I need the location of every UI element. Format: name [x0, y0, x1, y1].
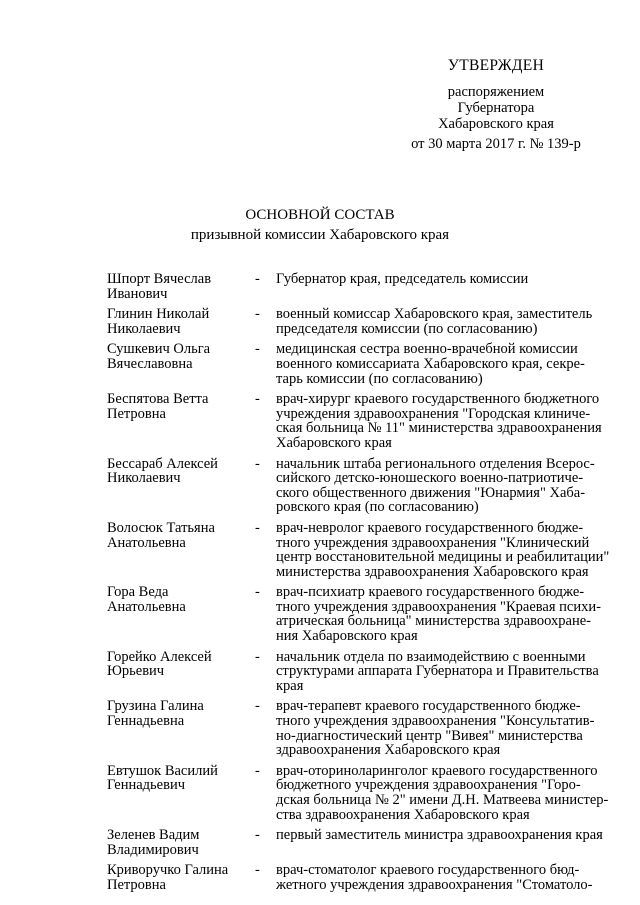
- member-row: [107, 863, 612, 892]
- document-title: ОСНОВНОЙ СОСТАВ: [245, 207, 395, 223]
- member-role: [276, 650, 612, 694]
- member-name-line: Зеленев Вадим: [107, 827, 200, 844]
- member-name-line: Горейко Алексей: [107, 648, 212, 665]
- member-role-line: ния Хабаровского края: [276, 628, 418, 645]
- member-name: [107, 699, 255, 757]
- member-role-line: бюджетного учреждения здравоохранения "Горо-: [276, 777, 581, 794]
- member-role: [276, 307, 612, 336]
- member-row: [107, 764, 612, 822]
- member-row: [107, 828, 612, 857]
- member-dash: -: [255, 391, 260, 408]
- member-name-line: Анатольевна: [107, 534, 186, 551]
- approval-date: от 30 марта 2017 г. № 139-р: [411, 136, 581, 152]
- member-role-line: ского общественного движения "Юнармия" Хаба-: [276, 484, 586, 501]
- member-role-line: края: [276, 677, 304, 694]
- document-subtitle: призывной комиссии Хабаровского края: [190, 227, 450, 243]
- member-row: [107, 457, 612, 515]
- member-name: [107, 650, 255, 694]
- member-role-line: председателя комиссии (по согласованию): [276, 320, 538, 337]
- member-role-line: Губернатор края, председатель комиссии: [276, 271, 529, 287]
- member-name-line: Петровна: [107, 405, 166, 422]
- member-role-line: начальник отдела по взаимодействию с военными: [276, 648, 586, 665]
- member-role: [276, 699, 612, 757]
- member-dash: -: [255, 827, 260, 844]
- member-role-line: структурами аппарата Губернатора и Правительства: [276, 663, 599, 680]
- member-name-line: Владимирович: [107, 841, 199, 858]
- members-list: [107, 272, 612, 893]
- approval-line: Губернатора: [457, 100, 535, 116]
- approval-line: распоряжением: [447, 84, 545, 100]
- member-name: [107, 307, 255, 336]
- member-role-line: военного комиссариата Хабаровского края, секре-: [276, 355, 585, 372]
- member-name-line: Петровна: [107, 876, 166, 893]
- member-role-line: тарь комиссии (по согласованию): [276, 370, 483, 387]
- member-dash: -: [255, 762, 260, 779]
- member-role-line: жетного учреждения здравоохранения "Стоматоло-: [276, 876, 593, 893]
- member-role-line: но-диагностический центр "Вивея" министерства: [276, 727, 583, 744]
- member-role-line: министерства здравоохранения Хабаровского края: [276, 563, 589, 580]
- approval-line: Хабаровского края: [438, 116, 554, 132]
- member-row: [107, 307, 612, 336]
- member-row: [107, 521, 612, 579]
- member-name-line: Волосюк Татьяна: [107, 519, 215, 536]
- member-role: [276, 457, 612, 515]
- member-role: [276, 342, 612, 386]
- member-role-line: врач-хирург краевого государственного бюджетного: [276, 391, 600, 408]
- member-role: [276, 828, 612, 857]
- member-role-line: Хабаровского края: [276, 434, 392, 451]
- member-name-line: Геннадьевич: [107, 777, 185, 794]
- member-role: [276, 272, 612, 301]
- member-name: [107, 863, 255, 892]
- member-role-line: центр восстановительной медицины и реабилитации": [276, 549, 610, 566]
- member-role-line: первый заместитель министра здравоохранения края: [276, 827, 603, 844]
- member-name-line: Гора Веда: [107, 584, 169, 601]
- member-role-line: тного учреждения здравоохранения "Краевая психи-: [276, 598, 601, 615]
- member-row: [107, 650, 612, 694]
- member-name: [107, 272, 255, 301]
- member-name-line: Иванович: [107, 285, 168, 302]
- member-name: [107, 585, 255, 643]
- member-role: [276, 392, 612, 450]
- member-name-line: Шпорт Вячеслав: [107, 271, 212, 287]
- member-role-line: врач-терапевт краевого государственного бюдже-: [276, 698, 581, 715]
- member-name-line: Криворучко Галина: [107, 862, 229, 879]
- member-dash: -: [255, 862, 260, 879]
- member-name-line: Вячеславовна: [107, 355, 193, 372]
- member-name: [107, 521, 255, 579]
- member-role-line: врач-оториноларинголог краевого государственного: [276, 762, 598, 779]
- member-row: [107, 392, 612, 450]
- member-dash: -: [255, 584, 260, 601]
- member-role-line: военный комиссар Хабаровского края, заместитель: [276, 306, 593, 323]
- member-role-line: учреждения здравоохранения "Городская клиниче-: [276, 405, 591, 422]
- member-role: [276, 764, 612, 822]
- member-name-line: Грузина Галина: [107, 698, 204, 715]
- member-role-line: тного учреждения здравоохранения "Консультатив-: [276, 713, 595, 730]
- member-role-line: атрическая больница" министерства здравоохране-: [276, 613, 591, 630]
- member-name-line: Бессараб Алексей: [107, 455, 218, 472]
- member-row: [107, 585, 612, 643]
- member-role: [276, 521, 612, 579]
- member-name-line: Сушкевич Ольга: [107, 341, 211, 358]
- member-name-line: Юрьевич: [107, 663, 165, 680]
- member-role-line: тного учреждения здравоохранения "Клинический: [276, 534, 590, 551]
- member-name: [107, 828, 255, 857]
- member-name-line: Беспятова Ветта: [107, 391, 209, 408]
- member-name: [107, 457, 255, 515]
- member-role-line: ровского края (по согласованию): [276, 499, 479, 516]
- member-role-line: медицинская сестра военно-врачебной комиссии: [276, 341, 578, 358]
- member-role-line: врач-невролог краевого государственного бюдже-: [276, 519, 584, 536]
- member-dash: -: [255, 455, 260, 472]
- member-dash: -: [255, 271, 260, 287]
- member-name: [107, 764, 255, 822]
- member-dash: -: [255, 648, 260, 665]
- member-role-line: ская больница № 11" министерства здравоохранения: [276, 420, 602, 437]
- member-dash: -: [255, 341, 260, 358]
- member-role-line: дская больница № 2" имени Д.Н. Матвеева министер-: [276, 792, 609, 808]
- approval-title: УТВЕРЖДЕН: [447, 57, 545, 74]
- member-row: [107, 272, 612, 301]
- member-name-line: Глинин Николай: [107, 306, 210, 323]
- member-name-line: Анатольевна: [107, 598, 186, 615]
- member-dash: -: [255, 306, 260, 323]
- member-dash: -: [255, 698, 260, 715]
- member-row: [107, 342, 612, 386]
- member-name: [107, 392, 255, 450]
- member-role-line: врач-психиатр краевого государственного бюдже-: [276, 584, 585, 601]
- member-name-line: Николаевич: [107, 470, 181, 487]
- member-role-line: врач-стоматолог краевого государственного бюд-: [276, 862, 580, 879]
- member-role-line: здравоохранения Хабаровского края: [276, 742, 501, 759]
- member-role-line: начальник штаба регионального отделения Всерос-: [276, 455, 595, 472]
- member-row: [107, 699, 612, 757]
- member-role: [276, 585, 612, 643]
- member-role-line: сийского детско-юношеского военно-патриотиче-: [276, 470, 584, 487]
- member-name-line: Евтушок Василий: [107, 762, 218, 779]
- member-role-line: ства здравоохранения Хабаровского края: [276, 806, 530, 823]
- member-name-line: Геннадьевна: [107, 713, 185, 730]
- approval-stamp: [386, 58, 606, 152]
- member-name: [107, 342, 255, 386]
- member-role: [276, 863, 612, 892]
- member-name-line: Николаевич: [107, 320, 181, 337]
- member-dash: -: [255, 519, 260, 536]
